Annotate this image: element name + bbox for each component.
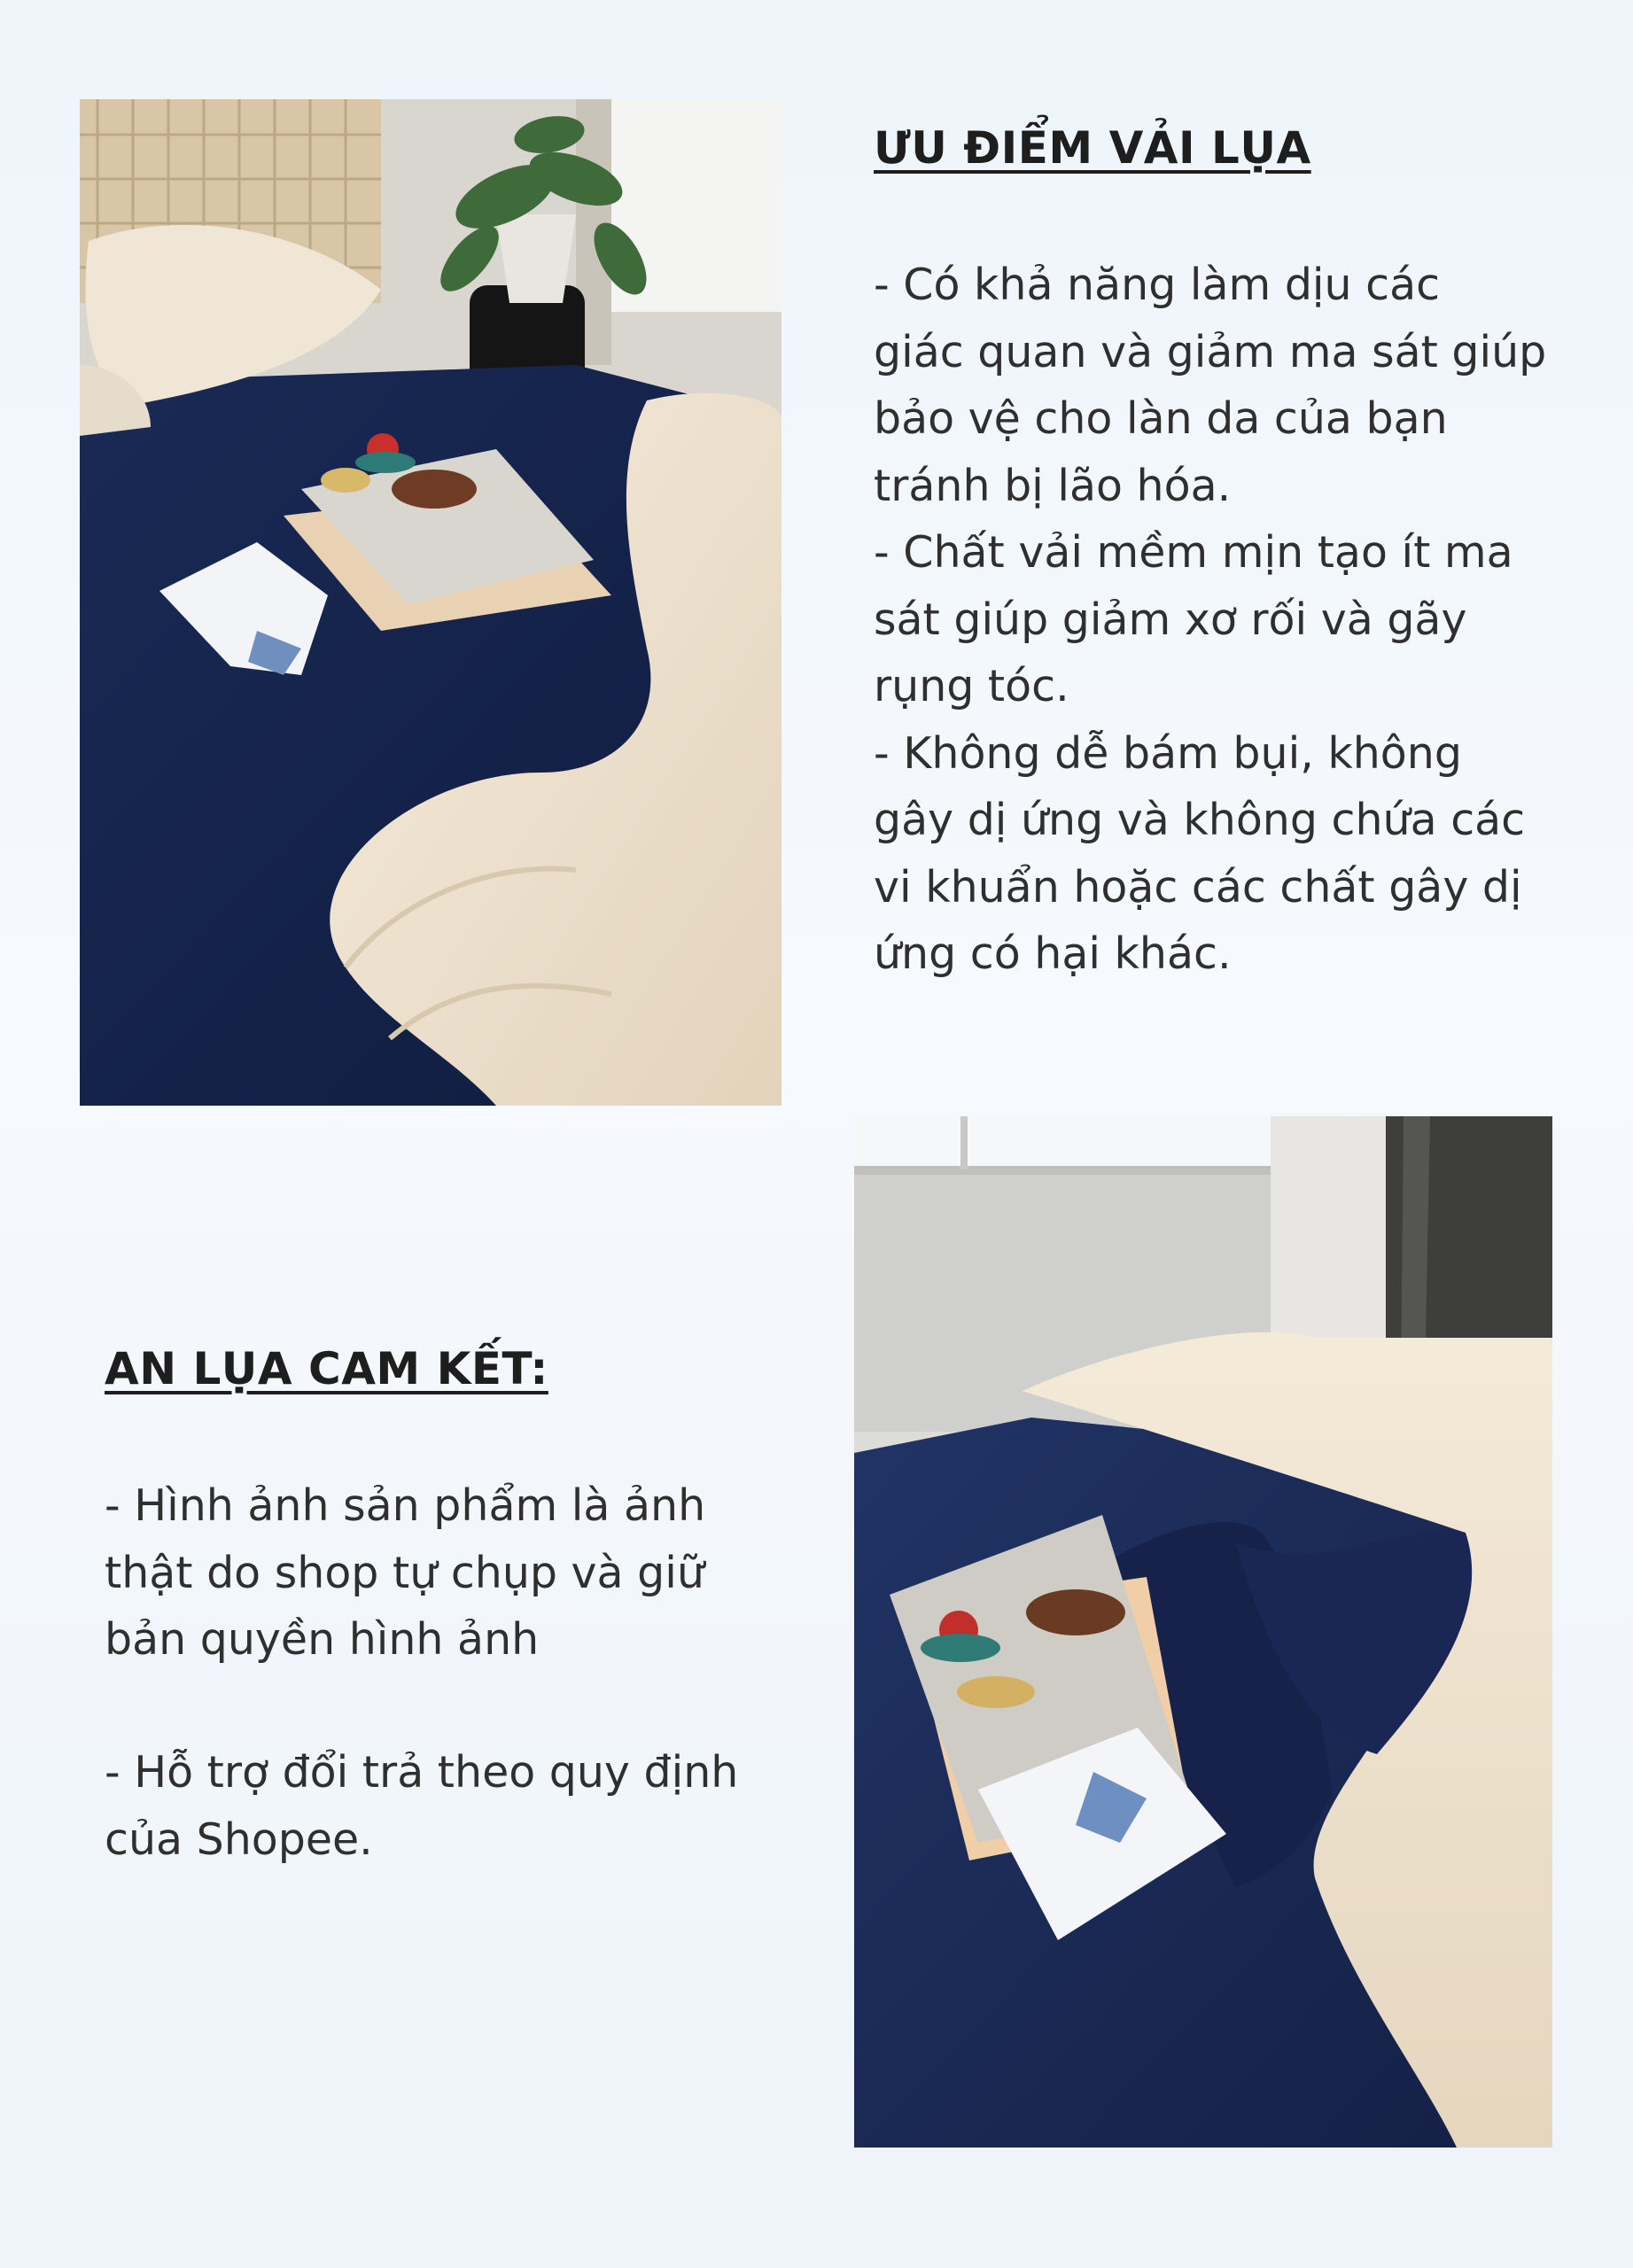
advantages-line: - Có khả năng làm dịu các [874,260,1441,310]
commitment-item-returns [105,1739,738,1873]
advantages-line: rụng tóc. [874,661,1069,711]
bedding-photo-top-illustration [80,99,782,1106]
bedding-photo-bottom [854,1116,1552,2148]
bedding-photo-bottom-illustration [854,1116,1552,2148]
advantages-line: bảo vệ cho làn da của bạn [874,393,1448,444]
advantages-line: gây dị ứng và không chứa các [874,795,1526,845]
commitment-line: - Hình ảnh sản phẩm là ảnh [105,1480,706,1531]
advantages-line: tránh bị lão hóa. [874,460,1232,511]
advantages-line: - Chất vải mềm mịn tạo ít ma [874,527,1513,578]
bedding-photo-top [80,99,782,1106]
advantages-line: sát giúp giảm xơ rối và gãy [874,594,1467,645]
commitment-item-photos [105,1472,705,1674]
commitment-line: bản quyền hình ảnh [105,1614,540,1665]
advantages-line: vi khuẩn hoặc các chất gây dị [874,861,1522,913]
commitment-heading: AN LỤA CAM KẾT: [105,1343,548,1394]
commitment-line: - Hỗ trợ đổi trả theo quy định [105,1747,739,1798]
commitment-line: của Shopee. [105,1814,373,1865]
advantages-heading: ƯU ĐIỂM VẢI LỤA [874,122,1311,174]
advantages-line: ứng có hại khác. [874,928,1232,979]
advantages-line: giác quan và giảm ma sát giúp [874,326,1547,377]
advantages-list [874,252,1546,988]
commitment-line: thật do shop tự chụp và giữ [105,1547,704,1598]
advantages-line: - Không dễ bám bụi, không [874,727,1462,779]
